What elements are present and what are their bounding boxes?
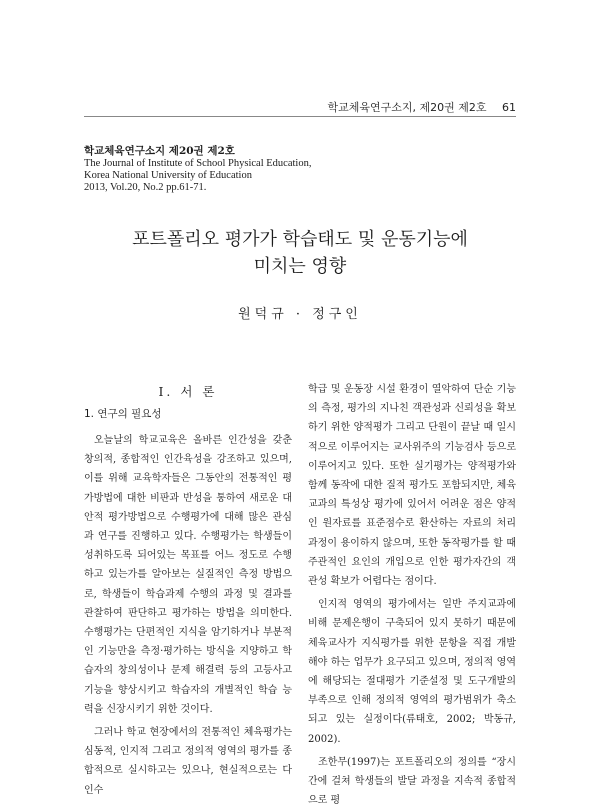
body-paragraph: 그러나 학교 현장에서의 전통적인 체육평가는 심동적, 인지적 그리고 정의적 영역의 평가를 종합적으로 실시하고는 있으나, 현실적으로는 다인수 [84, 727, 292, 796]
paper-title-line1: 포트폴리오 평가가 학습태도 및 운동기능에 [132, 229, 468, 250]
page-number: 61 [502, 101, 516, 114]
header-rule [84, 116, 516, 117]
paper-title-line2: 미치는 영향 [253, 256, 347, 277]
body-paragraph: 학급 및 운동장 시설 환경이 열악하여 단순 기능의 측정, 평가의 지나친 객관성과 신뢰성을 확보하기 위한 양적평가 그리고 단원이 끝날 때 일시적으로 이루어지는 교사위주의 기능검사 등으로 이루어지고 있다. 또한 실기평가는 양적평가와 함께 동작에 대한 질적 평가도 포함되지만, 체육교과의 특성상 평가에 있어서 어려운 점은 양적인 원자료를 표준점수로 환산하는 자료의 처리과정이 용이하지 않으며, 또한 동작평가를 할 때 주관적인 요인의 개입으로 인한 평가자간의 객관성 확보가 어렵다는 점이다. [308, 384, 516, 588]
journal-english-line1: The Journal of Institute of School Physical Education, [84, 157, 312, 169]
right-column [308, 380, 516, 810]
body-paragraph: 조한무(1997)는 포트폴리오의 정의를 “장시간에 걸쳐 학생들의 발달 과정을 지속적 종합적으로 평 [308, 756, 516, 807]
paper-title [84, 226, 516, 280]
journal-korean-title: 학교체육연구소지 제20권 제2호 [84, 145, 235, 157]
journal-english-line2: Korea National University of Education [84, 169, 252, 181]
body-paragraph: 인지적 영역의 평가에서는 일반 주지교과에 비해 문제은행이 구축되어 있지 못하기 때문에 체육교사가 지식평가를 위한 문항을 직접 개발해야 하는 업무가 요구되고 있으며, 정의적 영역에 해당되는 절대평가 기준설정 및 도구개발의 부족으로 인해 정의적 영역의 평가범위가 축소되고 있는 실정이다(류태호, 2002; 박동규, 2002). [308, 599, 516, 745]
left-column [84, 383, 292, 800]
section-heading-introduction: I. 서 론 [158, 384, 218, 399]
running-header [328, 99, 517, 115]
subsection-heading-necessity: 1. 연구의 필요성 [84, 408, 162, 420]
journal-citation: 2013, Vol.20, No.2 pp.61-71. [84, 181, 207, 193]
authors: 원덕규 · 정구인 [238, 307, 362, 322]
body-paragraph: 오늘날의 학교교육은 올바른 인간성을 갖춘 창의적, 종합적인 인간육성을 강조하고 있으며, 이를 위해 교육학자들은 그동안의 전통적인 평가방법에 대한 비판과 반성을 통하여 새로운 대안적 평가방법으로 수행평가에 대해 많은 관심과 연구를 진행하고 있다. 수행평가는 학생들이 성취하도록 되어있는 목표를 어느 정도로 수행하고 있는가를 알아보는 실질적인 측정 방법으로, 학생들이 학습과제 수행의 과정 및 결과를 관찰하여 판단하고 평가하는 방법을 의미한다. 수행평가는 단편적인 지식을 암기하거나 부분적인 기능만을 측정·평가하는 방식을 지양하고 학습자의 창의성이나 문제 해결력 등의 고등사고 기능을 향상시키고 학습자의 개별적인 학습 능력을 신장시키기 위한 것이다. [84, 435, 292, 715]
journal-info [84, 145, 311, 194]
running-header-journal: 학교체육연구소지, 제20권 제2호 [327, 101, 487, 114]
